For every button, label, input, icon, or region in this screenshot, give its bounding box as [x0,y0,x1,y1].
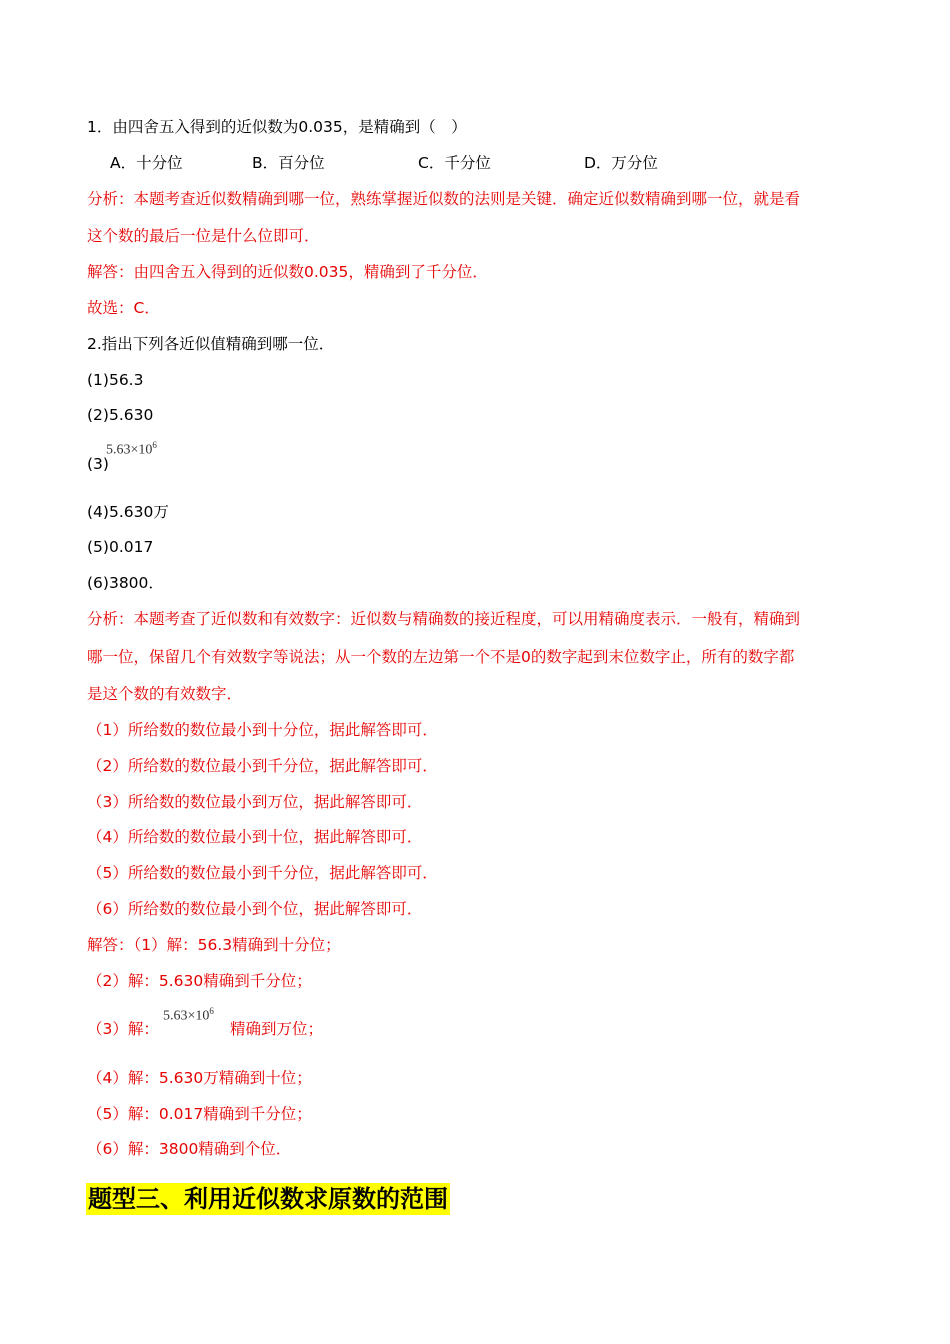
q1-stem: 1．由四舍五入得到的近似数为0.035，是精确到（ ） [87,118,467,136]
q2-item-3: (3) [87,455,109,473]
q2-hint-6: （6）所给数的数位最小到个位，据此解答即可． [87,900,423,918]
q2-hint-4: （4）所给数的数位最小到十位，据此解答即可． [87,828,423,846]
q1-answer: 解答：由四舍五入得到的近似数0.035，精确到了千分位． [87,263,488,281]
q2-answer-3-math: $5.63\times 10^6$ [163,1006,214,1024]
q2-item-3-math: $5.63\times 10^6$ [106,440,157,458]
q2-analysis-line-1: 分析：本题考查了近似数和有效数字：近似数与精确数的接近程度，可以用精确度表示．一般有，精确到 [87,610,801,628]
q2-item-5: (5)0.017 [87,538,154,556]
q2-hint-5: （5）所给数的数位最小到千分位，据此解答即可． [87,864,438,882]
q1-analysis-line-1: 分析：本题考查近似数精确到哪一位，熟练掌握近似数的法则是关键．确定近似数精确到哪一位，就是看 [87,190,801,208]
q2-item-1: (1)56.3 [87,371,144,389]
q2-hint-2: （2）所给数的数位最小到千分位，据此解答即可． [87,757,438,775]
q2-answer-5: （5）解：0.017精确到千分位； [87,1105,312,1123]
q2-answer-4: （4）解：5.630万精确到十位； [87,1069,312,1087]
q2-answer-6: （6）解：3800精确到个位． [87,1140,292,1158]
q1-option-b: B．百分位 [252,154,325,172]
q2-answer-2: （2）解：5.630精确到千分位； [87,972,312,990]
q1-analysis-line-2: 这个数的最后一位是什么位即可． [87,227,320,245]
q2-analysis-line-3: 是这个数的有效数字． [87,685,243,703]
q2-answer-3-tail: 精确到万位； [230,1020,324,1038]
q2-item-2: (2)5.630 [87,406,154,424]
q2-analysis-line-2: 哪一位，保留几个有效数字等说法；从一个数的左边第一个不是0的数字起到末位数字止，所有的数字都 [87,648,795,666]
q2-item-6: (6)3800． [87,574,164,592]
q1-option-a: A．十分位 [110,154,183,172]
section-heading: 题型三、利用近似数求原数的范围 [88,1185,448,1213]
q2-item-4: (4)5.630万 [87,503,169,521]
q1-choice: 故选：C． [87,299,160,317]
q2-answer-1: 解答：（1）解：56.3精确到十分位； [87,936,341,954]
q2-stem: 2.指出下列各近似值精确到哪一位． [87,335,335,353]
q1-option-c: C．千分位 [418,154,491,172]
q2-answer-3: （3）解： [87,1020,159,1038]
q2-hint-3: （3）所给数的数位最小到万位，据此解答即可． [87,793,423,811]
q1-option-d: D．万分位 [584,154,658,172]
q2-hint-1: （1）所给数的数位最小到十分位，据此解答即可． [87,721,438,739]
